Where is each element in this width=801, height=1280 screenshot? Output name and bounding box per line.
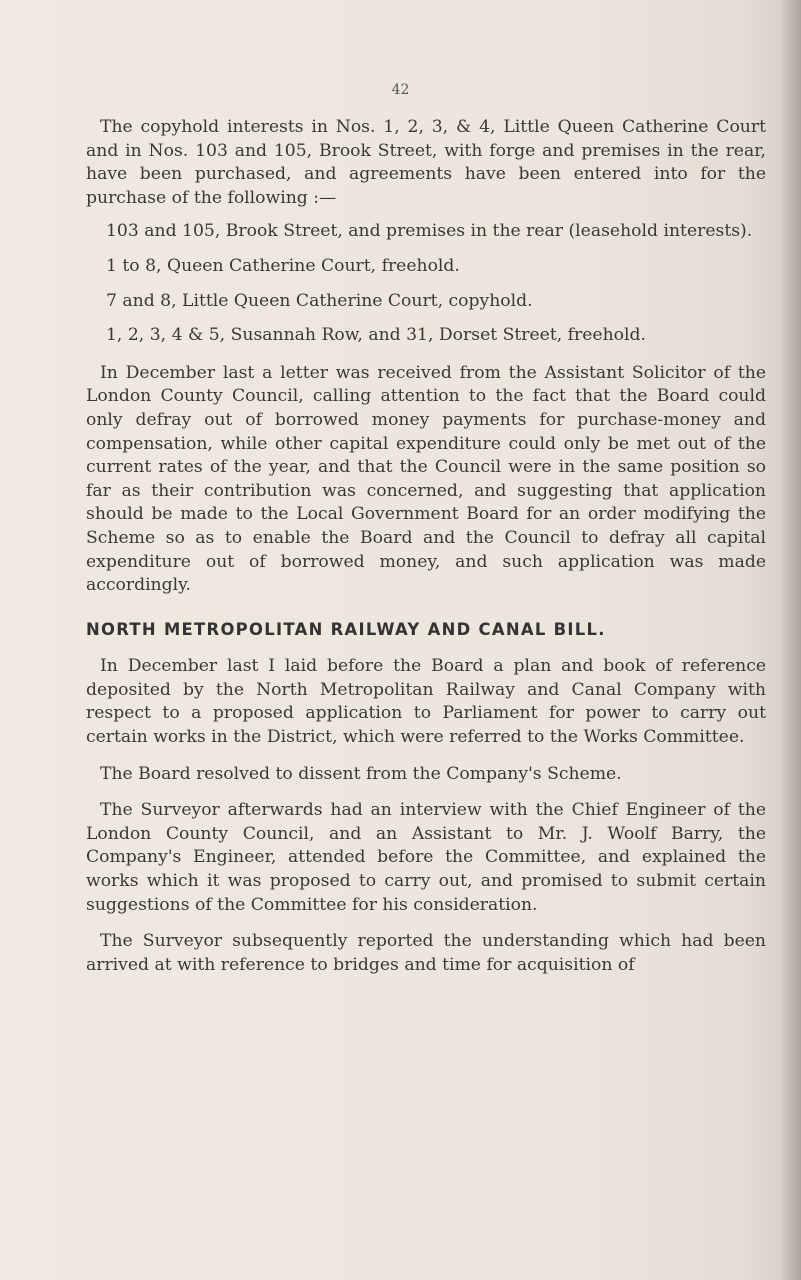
section-heading: NORTH METROPOLITAN RAILWAY AND CANAL BILL. bbox=[86, 619, 606, 639]
list-item: 1, 2, 3, 4 & 5, Susannah Row, and 31, Dorset Street, freehold. bbox=[106, 325, 646, 346]
property-list bbox=[86, 220, 766, 347]
page-number: 42 bbox=[391, 82, 410, 98]
subsequently-paragraph: The Surveyor subsequently reported the understanding which had been arrived at with reference to bridges and time for acquisition of bbox=[86, 931, 766, 975]
resolved-paragraph: The Board resolved to dissent from the Company's Scheme. bbox=[100, 763, 622, 784]
interview-paragraph: The Surveyor afterwards had an interview with the Chief Engineer of the London County Council, and an Assistant to Mr. J. Woolf Barry, the Company's Engineer, attended before the Committee, and explained the works which it was proposed to carry out, and promised to submit certain suggestions of the Committee for his consideration. bbox=[86, 800, 766, 915]
body-text bbox=[86, 116, 766, 977]
list-item: 1 to 8, Queen Catherine Court, freehold. bbox=[106, 255, 460, 276]
list-item: 7 and 8, Little Queen Catherine Court, copyhold. bbox=[106, 290, 533, 311]
page-edge-shadow bbox=[779, 0, 801, 1280]
intro-paragraph: The copyhold interests in Nos. 1, 2, 3, & 4, Little Queen Catherine Court and in Nos. 103 and 105, Brook Street, with forge and premises in the rear, have been purchased, and agreements have been entered into for the purchase of the following :— bbox=[86, 117, 766, 208]
list-item: 103 and 105, Brook Street, and premises in the rear (leasehold interests). bbox=[106, 221, 753, 242]
plan-paragraph: In December last I laid before the Board a plan and book of reference deposited by the North Metropolitan Railway and Canal Company with respect to a proposed application to Parliament for power to carry out certain works in the District, which were referred to the Works Committee. bbox=[86, 656, 766, 748]
december-paragraph: In December last a letter was received from the Assistant Solicitor of the London County Council, calling attention to the fact that the Board could only defray out of borrowed money payments for purchase-money and compensation, while other capital expenditure could only be met out of the current rates of the year, and that the Council were in the same position so far as their contribution was concerned, and suggesting that application should be made to the Local Government Board for an order modifying the Scheme so as to enable the Board and the Council to defray all capital expenditure out of borrowed money, and such application was made accordingly. bbox=[86, 362, 766, 596]
